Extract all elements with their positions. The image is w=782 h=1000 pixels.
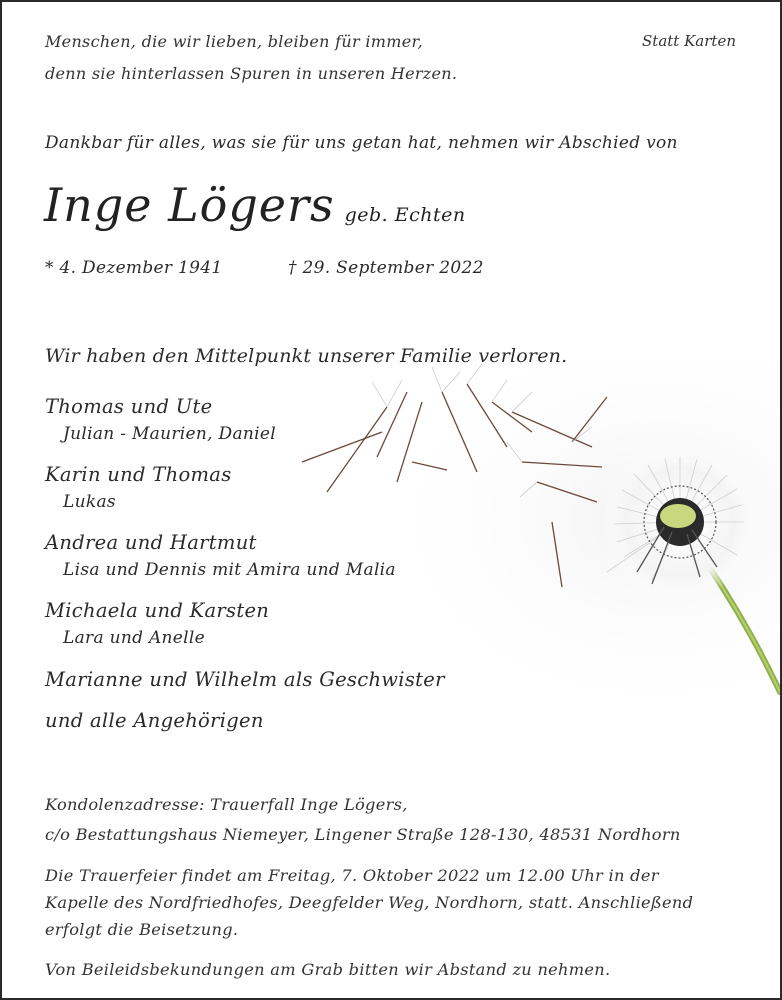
family-1-main: Thomas und Ute (45, 395, 213, 418)
condolence-address-line-1: Kondolenzadresse: Trauerfall Inge Lögers, (45, 795, 408, 814)
siblings-line: Marianne und Wilhelm als Geschwister (45, 668, 445, 691)
deceased-name-line (44, 178, 466, 232)
family-4-sub: Lara und Anelle (63, 628, 205, 648)
family-1-sub: Julian - Maurien, Daniel (63, 424, 276, 444)
condolence-request: Von Beileidsbekundungen am Grab bitten wir Abstand zu nehmen. (45, 960, 611, 979)
service-line-2: Kapelle des Nordfriedhofes, Deegfelder Weg, Nordhorn, statt. Anschließend (45, 893, 694, 912)
death-date: † 29. September 2022 (288, 258, 484, 278)
verse-line-2: denn sie hinterlassen Spuren in unseren Herzen. (45, 64, 458, 83)
verse-line-1: Menschen, die wir lieben, bleiben für immer, (45, 32, 424, 51)
family-2-sub: Lukas (63, 492, 116, 512)
family-2-main: Karin und Thomas (45, 463, 232, 486)
family-lead-text: Wir haben den Mittelpunkt unserer Familie verloren. (45, 345, 568, 367)
family-3-sub: Lisa und Dennis mit Amira und Malia (63, 560, 396, 580)
family-3-main: Andrea und Hartmut (45, 531, 257, 554)
deceased-name: Inge Lögers (44, 178, 335, 232)
condolence-address-line-2: c/o Bestattungshaus Niemeyer, Lingener Straße 128-130, 48531 Nordhorn (45, 825, 681, 844)
statt-karten-label: Statt Karten (642, 32, 736, 50)
intro-text: Dankbar für alles, was sie für uns getan hat, nehmen wir Abschied von (45, 133, 678, 153)
family-4-main: Michaela und Karsten (45, 599, 270, 622)
maiden-name: geb. Echten (344, 204, 466, 226)
service-line-1: Die Trauerfeier findet am Freitag, 7. Oktober 2022 um 12.00 Uhr in der (45, 866, 659, 885)
birth-date: * 4. Dezember 1941 (45, 258, 223, 278)
dandelion-image (292, 362, 780, 712)
relatives-line: und alle Angehörigen (45, 709, 264, 732)
service-line-3: erfolgt die Beisetzung. (45, 920, 239, 939)
